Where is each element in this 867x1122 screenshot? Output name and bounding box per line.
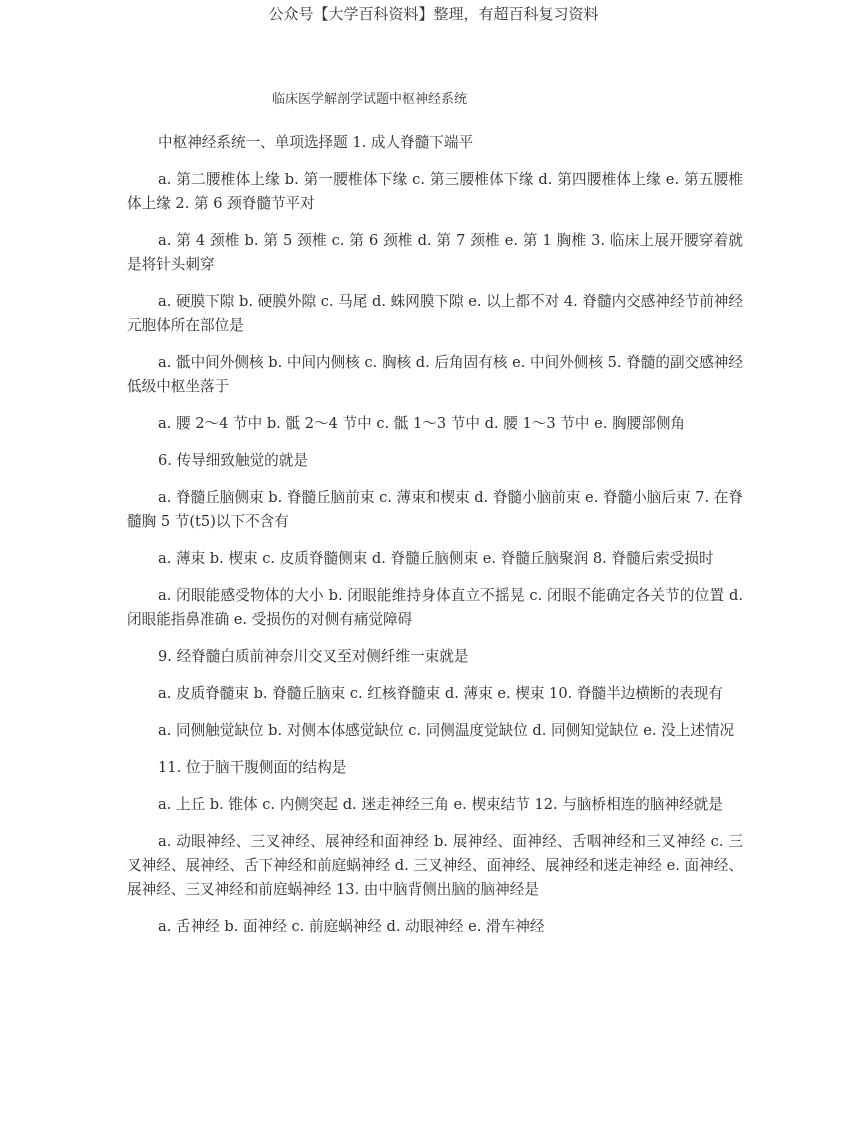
paragraph-q12-options: a. 动眼神经、三叉神经、展神经和面神经 b. 展神经、面神经、舌咽神经和三叉神经 c. 三叉神经、展神经、舌下神经和前庭蜗神经 d. 三叉神经、面神经、展神经和迷走神经 e. 面神经、展神经、三叉神经和前庭蜗神经 13. 由中脑背侧出脑的脑神经是 — [127, 833, 743, 898]
paragraph-q1-options: a. 第二腰椎体上缘 b. 第一腰椎体下缘 c. 第三腰椎体下缘 d. 第四腰椎体上缘 e. 第五腰椎体上缘 2. 第 6 颈脊髓节平对 — [127, 171, 743, 212]
paragraph-q11-options: a. 上丘 b. 锥体 c. 内侧突起 d. 迷走神经三角 e. 楔束结节 12. 与脑桥相连的脑神经就是 — [158, 796, 723, 813]
paragraph-q6-question: 6. 传导细致触觉的就是 — [158, 452, 308, 469]
paragraph-q13-options: a. 舌神经 b. 面神经 c. 前庭蜗神经 d. 动眼神经 e. 滑车神经 — [158, 918, 545, 935]
paragraph-q5-options: a. 腰 2～4 节中 b. 骶 2～4 节中 c. 骶 1～3 节中 d. 腰 1～3 节中 e. 胸腰部侧角 — [158, 415, 686, 432]
paragraph-q9-question: 9. 经脊髓白质前神奈川交叉至对侧纤维一束就是 — [158, 648, 469, 665]
document-body — [127, 131, 743, 952]
paragraph-q7-options: a. 薄束 b. 楔束 c. 皮质脊髓侧束 d. 脊髓丘脑侧束 e. 脊髓丘脑聚润 8. 脊髓后索受损时 — [158, 550, 714, 567]
paragraph-q6-options: a. 脊髓丘脑侧束 b. 脊髓丘脑前束 c. 薄束和楔束 d. 脊髓小脑前束 e. 脊髓小脑后束 7. 在脊髓胸 5 节(t5)以下不含有 — [127, 489, 743, 530]
document-title: 临床医学解剖学试题中枢神经系统 — [272, 92, 468, 107]
paragraph-section-intro: 中枢神经系统一、单项选择题 1. 成人脊髓下端平 — [158, 134, 474, 151]
paragraph-q8-options: a. 闭眼能感受物体的大小 b. 闭眼能维持身体直立不摇晃 c. 闭眼不能确定各关节的位置 d. 闭眼能指鼻准确 e. 受损伤的对侧有痛觉障碍 — [127, 587, 743, 628]
paragraph-q4-options: a. 骶中间外侧核 b. 中间内侧核 c. 胸核 d. 后角固有核 e. 中间外侧核 5. 脊髓的副交感神经低级中枢坐落于 — [127, 354, 743, 395]
paragraph-q2-options: a. 第 4 颈椎 b. 第 5 颈椎 c. 第 6 颈椎 d. 第 7 颈椎 e. 第 1 胸椎 3. 临床上展开腰穿着就是将针头刺穿 — [127, 232, 743, 273]
paragraph-q11-question: 11. 位于脑干腹侧面的结构是 — [158, 759, 347, 776]
paragraph-q9-options: a. 皮质脊髓束 b. 脊髓丘脑束 c. 红核脊髓束 d. 薄束 e. 楔束 10. 脊髓半边横断的表现有 — [158, 685, 723, 702]
paragraph-q10-options: a. 同侧触觉缺位 b. 对侧本体感觉缺位 c. 同侧温度觉缺位 d. 同侧知觉缺位 e. 没上述情况 — [158, 722, 735, 739]
paragraph-q3-options: a. 硬膜下隙 b. 硬膜外隙 c. 马尾 d. 蛛网膜下隙 e. 以上都不对 4. 脊髓内交感神经节前神经元胞体所在部位是 — [127, 293, 743, 334]
page-header-watermark: 公众号【大学百科资料】整理，有超百科复习资料 — [268, 5, 599, 23]
